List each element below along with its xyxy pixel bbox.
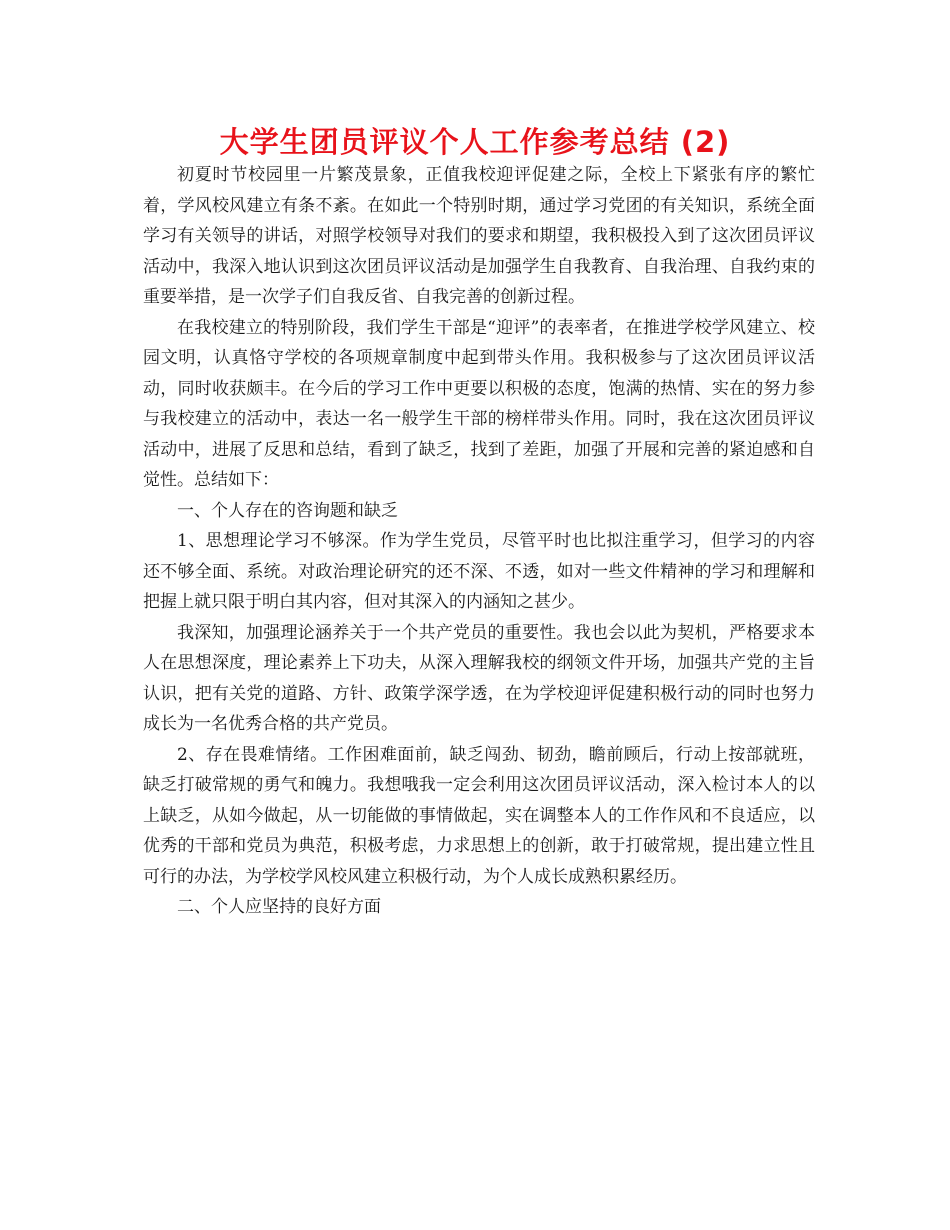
section-heading-problems: 一、个人存在的咨询题和缺乏	[177, 500, 398, 521]
paragraph-reflection: 我深知，加强理论涵养关于一个共产党员的重要性。我也会以此为契机，严格要求本人在思想深度，理论素养上下功夫，从深入理解我校的纲领文件开场，加强共产党的主旨认识，把有关党的道路、方针、政策学深学透，在为学校迎评促建积极行动的同时也努力成长为一名优秀合格的共产党员。	[143, 622, 815, 734]
paragraph-problem-1: 1、思想理论学习不够深。作为学生党员，尽管平时也比拟注重学习，但学习的内容还不够全面、系统。对政治理论研究的还不深、不透，如对一些文件精神的学习和理解和把握上就只限于明白其内容，但对其深入的内涵知之甚少。	[143, 531, 815, 612]
paragraph-problem-2: 2、存在畏难情绪。工作困难面前，缺乏闯劲、韧劲，瞻前顾后，行动上按部就班，缺乏打破常规的勇气和魄力。我想哦我一定会利用这次团员评议活动，深入检讨本人的以上缺乏，从如今做起，从一切能做的事情做起，实在调整本人的工作作风和不良适应，以优秀的干部和党员为典范，积极考虑，力求思想上的创新，敢于打破常规，提出建立性且可行的办法，为学校学风校风建立积极行动，为个人成长成熟积累经历。	[143, 744, 815, 887]
document-title: 大学生团员评议个人工作参考总结 (2)	[219, 125, 731, 159]
paragraph-intro: 初夏时节校园里一片繁茂景象，正值我校迎评促建之际，全校上下紧张有序的繁忙着，学风校风建立有条不紊。在如此一个特别时期，通过学习党团的有关知识，系统全面学习有关领导的讲话，对照学校领导对我们的要求和期望，我积极投入到了这次团员评议活动中，我深入地认识到这次团员评议活动是加强学生自我教育、自我治理、自我约束的重要举措，是一次学子们自我反省、自我完善的创新过程。	[143, 165, 815, 307]
paragraph-context: 在我校建立的特别阶段，我们学生干部是“迎评”的表率者，在推进学校学风建立、校园文明，认真恪守学校的各项规章制度中起到带头作用。我积极参与了这次团员评议活动，同时收获颇丰。在今后的学习工作中更要以积极的态度，饱满的热情、实在的努力参与我校建立的活动中，表达一名一般学生干部的榜样带头作用。同时，我在这次团员评议活动中，进展了反思和总结，看到了缺乏，找到了差距，加强了开展和完善的紧迫感和自觉性。总结如下：	[143, 317, 815, 490]
document-body	[143, 160, 815, 923]
section-heading-strengths: 二、个人应坚持的良好方面	[177, 897, 381, 917]
